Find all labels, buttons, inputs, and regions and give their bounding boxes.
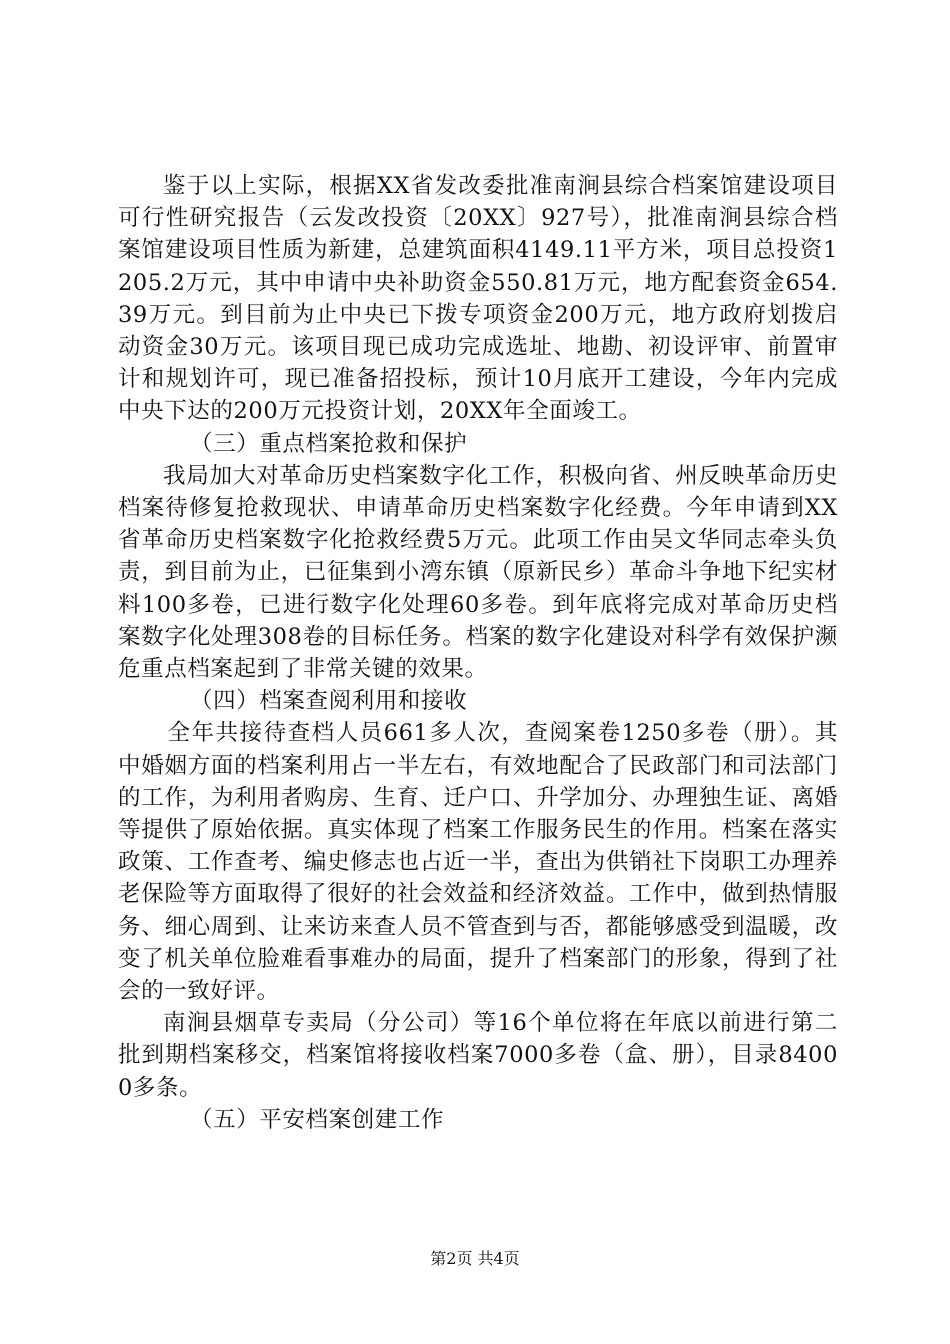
paragraph-project-approval: 鉴于以上实际，根据XX省发改委批准南涧县综合档案馆建设项目可行性研究报告（云发改投资〔20XX〕927号），批准南涧县综合档案馆建设项目性质为新建，总建筑面积4149.11平方米，项目总投资1205.2万元，其中申请中央补助资金550.81万元，地方配套资金654.39万元。到目前为止中央已下拨专项资金200万元，地方政府划拨启动资金30万元。该项目现已成功完成选址、地勘、初设评审、前置审计和规划许可，现已准备招投标，预计10月底开工建设，今年内完成中央下达的200万元投资计划，20XX年全面竣工。 xyxy=(118,173,838,425)
paragraph-archive-transfer: 南涧县烟草专卖局（分公司）等16个单位将在年底以前进行第二批到期档案移交，档案馆将接收档案7000多卷（盒、册），目录84000多条。 xyxy=(118,1010,838,1101)
paragraph-archive-usage: 全年共接待查档人员661多人次，查阅案卷1250多卷（册）。其中婚姻方面的档案利用占一半左右，有效地配合了民政部门和司法部门的工作，为利用者购房、生育、迁户口、升学加分、办理独生证、离婚等提供了原始依据。真实体现了档案工作服务民生的作用。档案在落实政策、工作查考、编史修志也占近一半，查出为供销社下岗职工办理养老保险等方面取得了很好的社会效益和经济效益。工作中，做到热情服务、细心周到、让来访来查人员不管查到与否，都能够感受到温暖，改变了机关单位脸难看事难办的局面，提升了档案部门的形象，得到了社会的一致好评。 xyxy=(118,720,838,1005)
section-heading-3: （三）重点档案抢救和保护 xyxy=(190,430,468,457)
section-heading-4: （四）档案查阅利用和接收 xyxy=(190,688,468,715)
document-body xyxy=(118,170,838,1136)
section-heading-5: （五）平安档案创建工作 xyxy=(190,1106,445,1133)
page-number-footer: 第2页 共4页 xyxy=(430,1249,520,1268)
paragraph-archive-rescue: 我局加大对革命历史档案数字化工作，积极向省、州反映革命历史档案待修复抢救现状、申请革命历史档案数字化经费。今年申请到XX省革命历史档案数字化抢救经费5万元。此项工作由吴文华同志牵头负责，到目前为止，已征集到小湾东镇（原新民乡）革命斗争地下纪实材料100多卷，已进行数字化处理60多卷。到年底将完成对革命历史档案数字化处理308卷的目标任务。档案的数字化建设对科学有效保护濒危重点档案起到了非常关键的效果。 xyxy=(118,462,838,683)
